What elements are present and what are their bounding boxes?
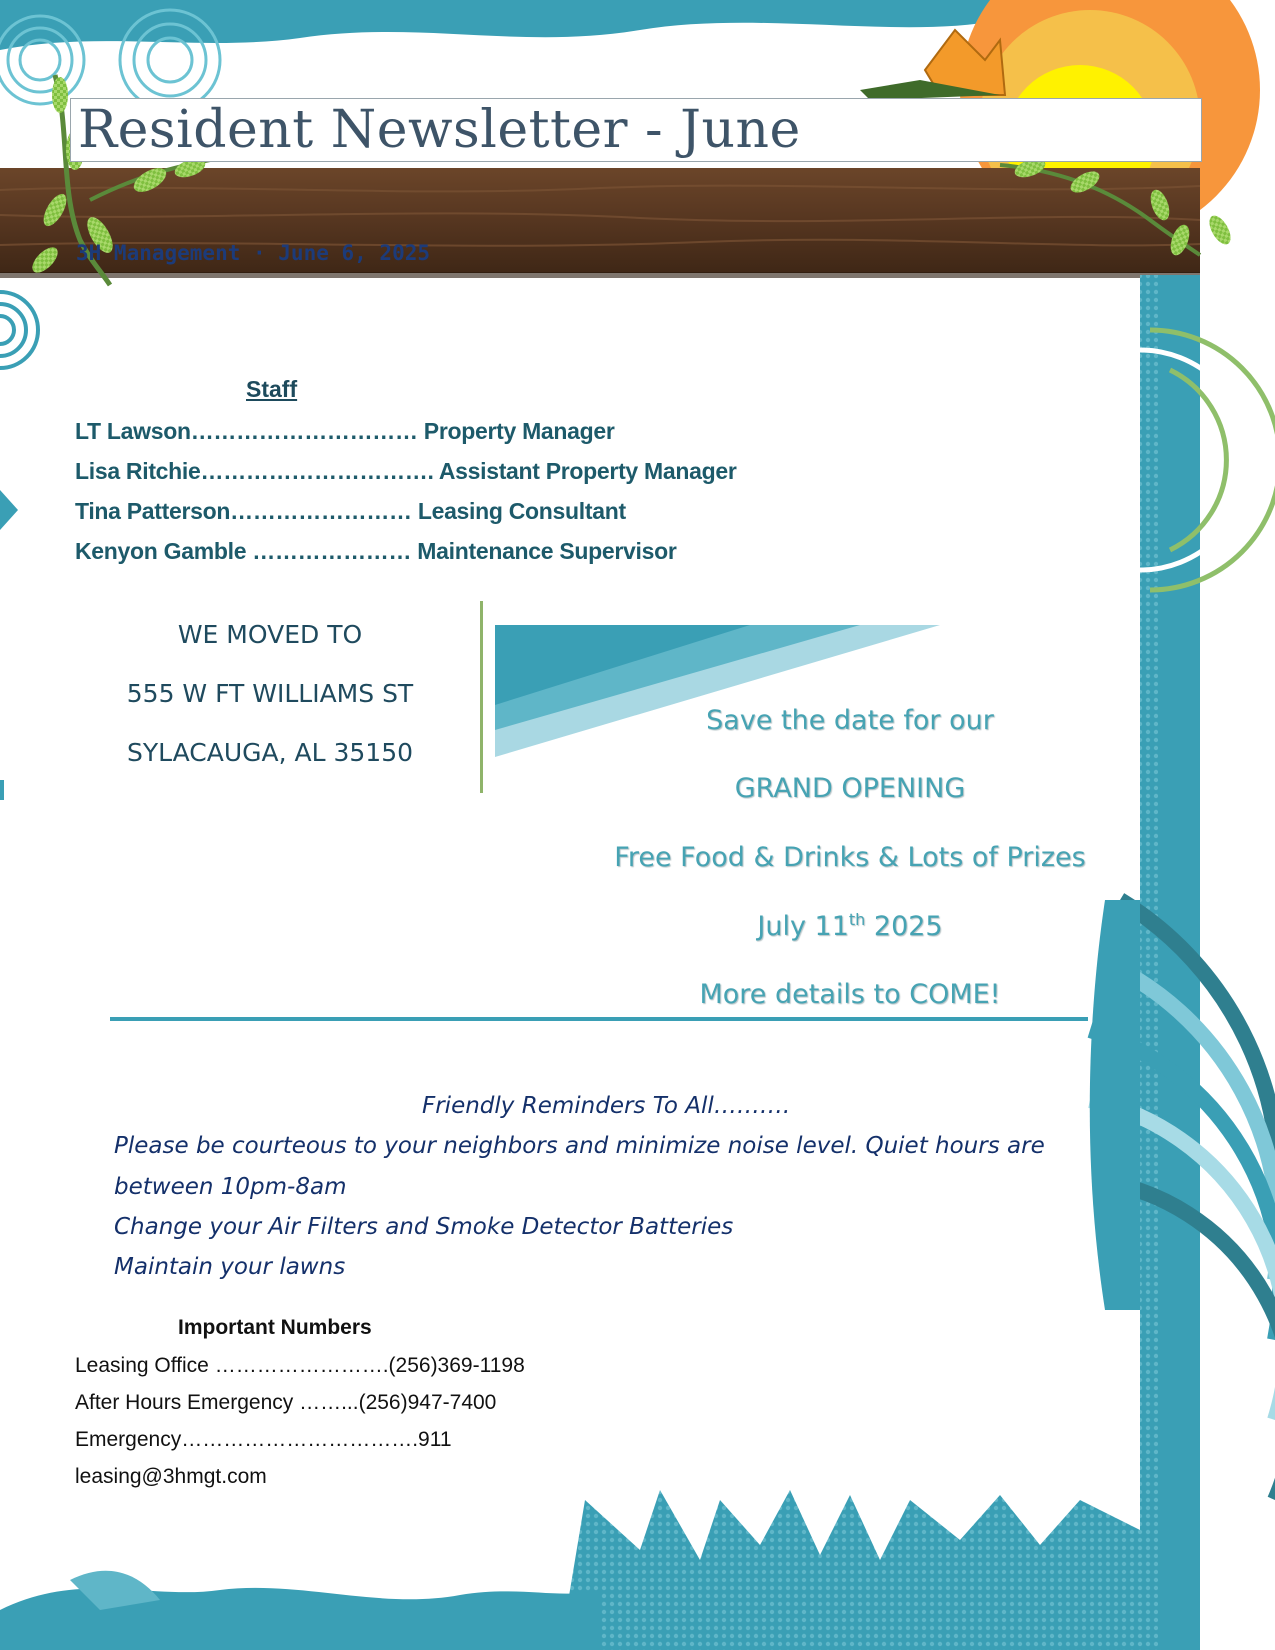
reminder-line: Change your Air Filters and Smoke Detector Batteries [114,1214,734,1240]
event-date-day: July 11 [757,911,849,942]
staff-row: Tina Patterson…………………… Leasing Consultant [75,498,626,524]
number-row: After Hours Emergency ……...(256)947-7400 [75,1391,497,1414]
reminders-heading: Friendly Reminders To All………. [422,1093,791,1119]
important-numbers-heading: Important Numbers [178,1316,372,1339]
horizontal-divider [110,1017,1088,1021]
email-link[interactable]: leasing@3hmgt.com [75,1465,267,1488]
newsletter-title: Resident Newsletter - June [78,100,801,160]
event-date-year: 2025 [865,911,943,942]
reminder-line: Maintain your lawns [114,1254,346,1280]
reminder-line: Please be courteous to your neighbors and minimize noise level. Quiet hours are [114,1133,1045,1159]
event-more-details: More details to COME! [699,979,1001,1010]
staff-heading: Staff [246,376,298,402]
moved-street: 555 W FT WILLIAMS ST [126,679,414,708]
event-grand-opening: GRAND OPENING [734,773,966,804]
bottom-grass-decor [560,1490,1140,1650]
event-free-food: Free Food & Drinks & Lots of Prizes [614,842,1086,873]
number-row: Leasing Office …………………….(256)369-1198 [75,1354,525,1377]
event-triangle-graphic [495,625,940,757]
vertical-divider [480,601,483,793]
event-date-suffix: th [848,910,866,929]
staff-row: LT Lawson………………………… Property Manager [75,418,615,444]
event-date [590,910,1110,942]
event-save-date: Save the date for our [706,705,994,736]
reminder-line: between 10pm-8am [114,1174,347,1200]
staff-row: Kenyon Gamble ………………… Maintenance Supervisor [75,538,677,564]
left-circles-decor [0,292,38,368]
staff-row: Lisa Ritchie…………………………. Assistant Property Manager [75,458,737,484]
newsletter-subtitle: 3H Management · June 6, 2025 [76,241,431,265]
moved-city: SYLACAUGA, AL 35150 [126,738,414,767]
moved-heading: WE MOVED TO [177,620,363,649]
number-row: Emergency…………………………….911 [75,1428,452,1451]
